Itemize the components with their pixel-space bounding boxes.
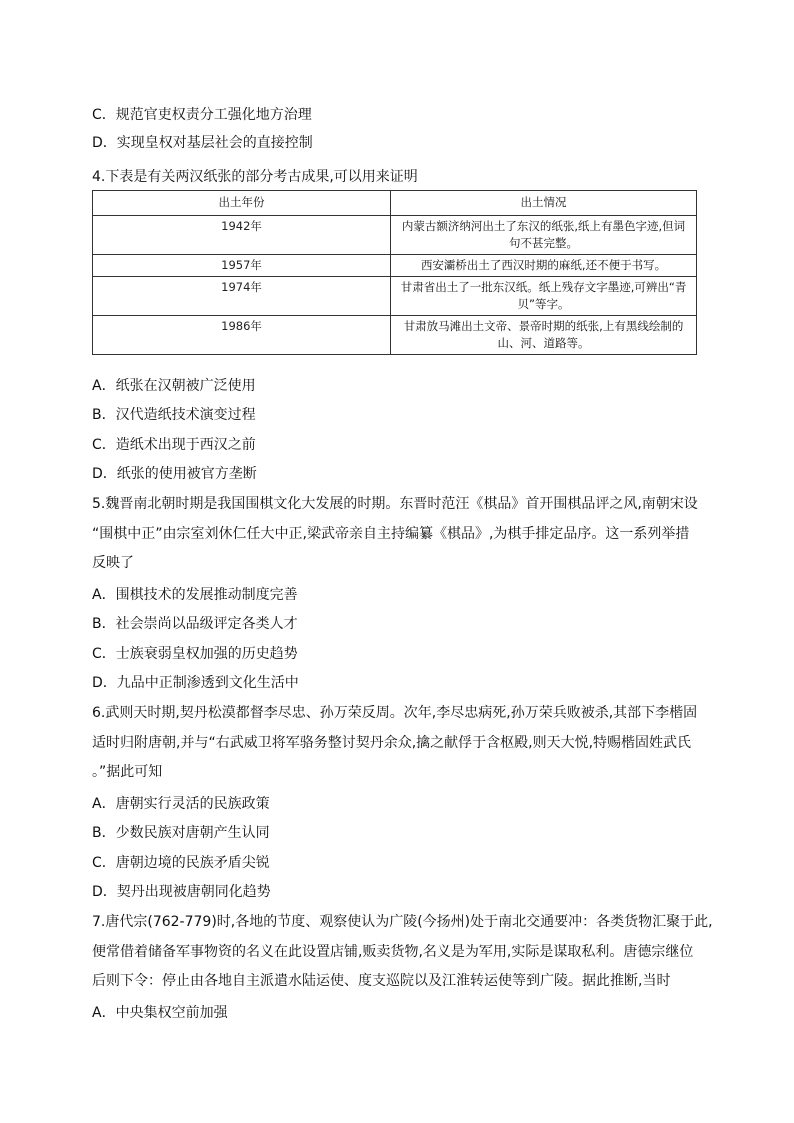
table-row [93, 277, 697, 316]
table-row [93, 255, 697, 277]
q4-option-b: B．汉代造纸技术演变过程 [92, 407, 256, 423]
table-cell-year: 1986年 [93, 316, 391, 355]
q7-option-a: A．中央集权空前加强 [92, 1005, 228, 1021]
q5-option-c: C．士族衰弱皇权加强的历史趋势 [92, 646, 298, 662]
q7-stem: 7.唐代宗(762-779)时,各地的节度、观察使认为广陵(今扬州)处于南北交通要冲：各类货物汇聚于此, 便常借着储备军事物资的名义在此设置店铺,贩卖货物,名义是为军用,实际是谋取私利。唐德宗继位 后则下令：停止由各地自主派遣水陆运使、度支巡院以及江淮转运使等到广陵。据此推断,当时 [92, 914, 713, 989]
q5-stem: 5.魏晋南北朝时期是我国围棋文化大发展的时期。东晋时范汪《棋品》首开围棋品评之风,南朝宋设 “围棋中正”由宗室刘休仁任大中正,梁武帝亲自主持编纂《棋品》,为棋手排定品序。这一系列举措 反映了 [92, 496, 698, 571]
q6-stem: 6.武则天时期,契丹松漠都督李尽忠、孙万荣反周。次年,李尽忠病死,孙万荣兵败被杀,其部下李楷固 适时归附唐朝,并与“右武威卫将军骆务整讨契丹余众,擒之献俘于含枢殿,则天大悦,特赐楷固姓武氏 。”据此可知 [92, 705, 698, 780]
table-cell-year: 1974年 [93, 277, 391, 316]
table-header-finding: 出土情况 [391, 191, 697, 216]
q4-table [92, 190, 697, 355]
table-cell-finding: 甘肃放马滩出土文帝、景帝时期的纸张,上有黑线绘制的 山、河、道路等。 [391, 316, 697, 355]
q5-option-a: A．围棋技术的发展推动制度完善 [92, 587, 298, 603]
q4-option-d: D．纸张的使用被官方垄断 [92, 466, 257, 482]
q6-option-d: D．契丹出现被唐朝同化趋势 [92, 884, 271, 900]
q6-option-c: C．唐朝边境的民族矛盾尖锐 [92, 855, 270, 871]
q5-option-b: B．社会崇尚以品级评定各类人才 [92, 616, 298, 632]
table-header-row [93, 191, 697, 216]
table-cell-year: 1957年 [93, 255, 391, 277]
table-header-year: 出土年份 [93, 191, 391, 216]
table-cell-finding: 甘肃省出土了一批东汉纸。纸上残存文字墨迹,可辨出“青 贝”等字。 [391, 277, 697, 316]
table-cell-year: 1942年 [93, 216, 391, 255]
q6-option-a: A．唐朝实行灵活的民族政策 [92, 796, 270, 812]
q4-stem: 4.下表是有关两汉纸张的部分考古成果,可以用来证明 [92, 169, 418, 185]
q6-option-b: B．少数民族对唐朝产生认同 [92, 825, 270, 841]
table-cell-finding: 内蒙古额济纳河出土了东汉的纸张,纸上有墨色字迹,但词 句不甚完整。 [391, 216, 697, 255]
q3-option-d: D．实现皇权对基层社会的直接控制 [92, 135, 313, 151]
q4-option-a: A．纸张在汉朝被广泛使用 [92, 378, 256, 394]
table-row [93, 216, 697, 255]
q4-option-c: C．造纸术出现于西汉之前 [92, 437, 256, 453]
table-cell-finding: 西安灞桥出土了西汉时期的麻纸,还不便于书写。 [391, 255, 697, 277]
table-row [93, 316, 697, 355]
q5-option-d: D．九品中正制渗透到文化生活中 [92, 675, 299, 691]
q3-option-c: C．规范官吏权责分工强化地方治理 [92, 107, 312, 123]
